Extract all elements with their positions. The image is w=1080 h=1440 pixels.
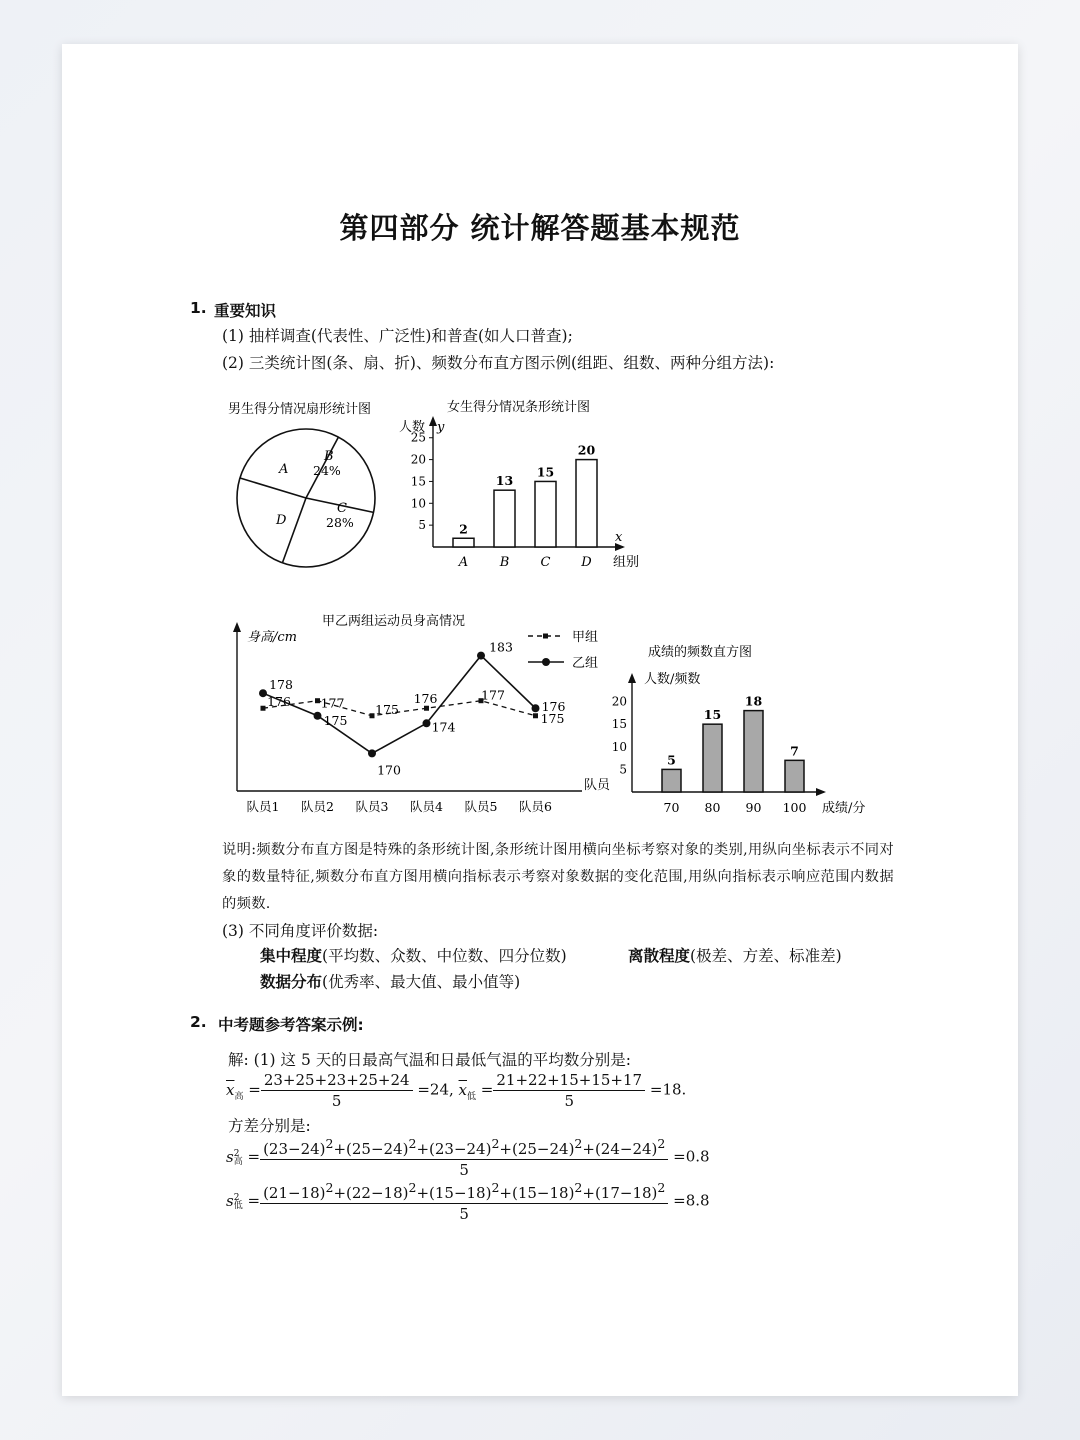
pie-label-a: A [279, 462, 289, 477]
line-x-tick-label: 队员6 [519, 799, 552, 814]
bar1-bar-A [453, 538, 474, 547]
hist-y-tick-label: 15 [611, 717, 627, 732]
bar-chart-girls [395, 395, 655, 575]
mean-separator: , [448, 1080, 454, 1099]
section-1-number: 1. [190, 299, 207, 317]
line-data-label: 170 [377, 762, 401, 778]
distribution-label: 数据分布 [260, 973, 323, 991]
bar1-x-tick-label: D [581, 555, 592, 570]
variance-low-equation: s 2 低 = $\frac{(21-18)^2+(22-18)^2+(15-18)^2+(15-18)^2+(17-18)^2}{5}$ =8.8 [226, 1180, 710, 1223]
mean-low-result: =18. [649, 1080, 687, 1099]
line-point [532, 704, 540, 712]
section-2-number: 2. [190, 1013, 207, 1031]
bar1-ylabel: 人数 [399, 420, 426, 435]
variance-high-result: =0.8 [673, 1147, 710, 1166]
bar1-value-label: 13 [495, 473, 514, 489]
hist-ylabel: 人数/频数 [644, 672, 701, 687]
line-x-tick-label: 队员1 [246, 799, 280, 814]
line-data-label: 175 [540, 710, 565, 726]
line-x-tick-label: 队员5 [464, 799, 498, 814]
note-paragraph: 说明:频数分布直方图是特殊的条形统计图,条形统计图用横向坐标考察对象的类别,用纵向坐标表示不同对象的数量特征,频数分布直方图用横向指标表示考察对象数据的变化范围,用纵向指标表示响应范围内数据的频数. [222, 842, 894, 912]
line-point [314, 712, 322, 720]
pie-title: 男生得分情况扇形统计图 [228, 402, 372, 417]
hist-bar-80 [703, 724, 722, 792]
line-point [368, 749, 376, 757]
bar1-y-tick-label: 10 [410, 496, 426, 511]
bar1-x-tick-label: B [499, 555, 510, 570]
variance-label: 方差分别是: [228, 1117, 311, 1135]
line-point [315, 698, 320, 703]
hist-title: 成绩的频数直方图 [648, 645, 753, 660]
variance-low-result: =8.8 [673, 1191, 710, 1210]
hist-y-arrow [628, 673, 636, 683]
histogram-scores [610, 630, 870, 830]
pie-label-c: C [337, 501, 347, 516]
pie-value-b: 24% [313, 463, 341, 478]
mean-high-result: =24 [417, 1080, 449, 1099]
line-data-label: 178 [269, 677, 293, 693]
hist-x-arrow [816, 788, 826, 796]
bar1-x-tick-label: A [458, 555, 469, 570]
item-3: (3) 不同角度评价数据: [222, 922, 379, 940]
distribution [260, 970, 520, 992]
line-point [261, 706, 266, 711]
item-1: (1) 抽样调查(代表性、广泛性)和普查(如人口普查); [222, 327, 573, 345]
bar1-bar-D [576, 460, 597, 547]
legend-label: 甲组 [572, 630, 599, 645]
line-data-label: 177 [320, 695, 345, 711]
line-series-甲组 [263, 701, 536, 716]
bar1-value-label: 2 [459, 521, 468, 537]
legend-label: 乙组 [572, 656, 599, 671]
dispersion-label: 离散程度 [628, 947, 691, 965]
hist-x-tick-label: 100 [782, 800, 807, 815]
distribution-text: (优秀率、最大值、最小值等) [322, 973, 521, 991]
line-point [477, 652, 485, 660]
bar1-y-arrow [429, 416, 437, 426]
variance-low-fraction: $\frac{(21-18)^2+(22-18)^2+(15-18)^2+(15-18)^2+(17-18)^2}{5}$ [260, 1180, 668, 1223]
bar1-y-tick-label: 25 [410, 430, 426, 445]
line-data-label: 175 [323, 712, 348, 728]
line-data-label: 174 [431, 719, 456, 735]
bar1-y-tick-label: 5 [418, 518, 426, 533]
line-data-label: 177 [481, 687, 505, 703]
variance-high-symbol: s 2 高 [226, 1147, 243, 1167]
mean-high-symbol: $\overline{x}_高$ [226, 1080, 244, 1102]
bar1-value-label: 20 [577, 442, 596, 458]
dispersion-text: (极差、方差、标准差) [690, 947, 842, 965]
line-title: 甲乙两组运动员身高情况 [322, 614, 466, 629]
central-text: (平均数、众数、中位数、四分位数) [322, 947, 567, 965]
hist-bar-100 [785, 760, 804, 792]
dispersion [628, 944, 842, 966]
mean-low-fraction: $\frac{21+22+15+15+17}{5}$ [493, 1071, 645, 1110]
line-data-label: 176 [541, 699, 566, 715]
line-data-label: 176 [267, 694, 291, 710]
pie-label-b: B [324, 449, 334, 464]
line-y-arrow [233, 622, 241, 632]
bar1-x-tick-label: C [540, 555, 551, 570]
legend-marker [543, 634, 548, 639]
variance-high-fraction: $\frac{(23-24)^2+(25-24)^2+(23-24)^2+(25-24)^2+(24-24)^2}{5}$ [260, 1136, 668, 1179]
pie-chart [222, 395, 422, 575]
hist-value-label: 5 [667, 752, 676, 768]
hist-value-label: 7 [790, 743, 799, 759]
section-2-heading: 中考题参考答案示例: [218, 1016, 364, 1034]
hist-x-tick-label: 80 [704, 800, 721, 815]
bar1-xlabel: 组别 [613, 555, 640, 570]
mean-high-fraction: $\frac{23+25+23+25+24}{5}$ [261, 1071, 413, 1110]
line-point [370, 713, 375, 718]
legend-marker [542, 658, 550, 666]
item-2: (2) 三类统计图(条、扇、折)、频数分布直方图示例(组距、组数、两种分组方法): [222, 354, 775, 372]
mean-equation: $\overline{x}_高$ = $\frac{23+25+23+25+24}{5}$ =24, $\overline{x}_低$ = $\frac{21+22+15+15+17}{5}$ =18. [226, 1071, 687, 1110]
variance-high-equation: s 2 高 = $\frac{(23-24)^2+(25-24)^2+(23-24)^2+(25-24)^2+(24-24)^2}{5}$ =0.8 [226, 1136, 710, 1179]
bar1-value-label: 15 [536, 464, 555, 480]
line-x-tick-label: 队员4 [410, 799, 443, 814]
line-point [423, 719, 431, 727]
hist-y-tick-label: 20 [611, 694, 627, 709]
hist-xlabel: 成绩/分 [822, 801, 866, 816]
hist-value-label: 18 [744, 693, 763, 709]
line-ylabel: 身高/cm [247, 630, 297, 645]
hist-y-tick-label: 5 [619, 762, 627, 777]
pie-slice-divider [240, 478, 306, 498]
bar1-y-tick-label: 15 [410, 474, 426, 489]
line-point [424, 706, 429, 711]
line-x-tick-label: 队员3 [355, 799, 389, 814]
central-tendency [260, 944, 567, 966]
pie-slice-divider [282, 498, 306, 563]
line-chart-heights [222, 603, 622, 823]
hist-bar-70 [662, 769, 681, 792]
line-x-tick-label: 队员2 [301, 799, 334, 814]
pie-label-d: D [276, 513, 287, 528]
hist-x-tick-label: 90 [745, 800, 762, 815]
hist-value-label: 15 [703, 707, 722, 723]
mean-low-symbol: $\overline{x}_低$ [458, 1080, 477, 1102]
hist-bar-90 [744, 711, 763, 792]
pie-value-c: 28% [326, 515, 354, 530]
line-xlabel: 队员 [584, 778, 611, 793]
bar1-x-symbol: x [615, 530, 623, 545]
bar1-bar-B [494, 490, 515, 547]
bar1-y-tick-label: 20 [410, 452, 426, 467]
line-data-label: 176 [413, 691, 438, 707]
line-point [259, 689, 267, 697]
section-1-heading: 重要知识 [214, 302, 277, 320]
bar1-title: 女生得分情况条形统计图 [447, 400, 591, 415]
bar1-bar-C [535, 481, 556, 547]
line-data-label: 183 [489, 639, 513, 655]
hist-x-tick-label: 70 [663, 800, 680, 815]
line-point [533, 713, 538, 718]
variance-low-symbol: s 2 低 [226, 1191, 243, 1211]
central-label: 集中程度 [260, 947, 323, 965]
hist-y-tick-label: 10 [611, 739, 627, 754]
solution-line-1: 解: (1) 这 5 天的日最高气温和日最低气温的平均数分别是: [228, 1051, 631, 1069]
page-title: 第四部分 统计解答题基本规范 [339, 211, 741, 245]
bar1-y-symbol: y [437, 420, 445, 435]
line-data-label: 175 [375, 701, 399, 717]
